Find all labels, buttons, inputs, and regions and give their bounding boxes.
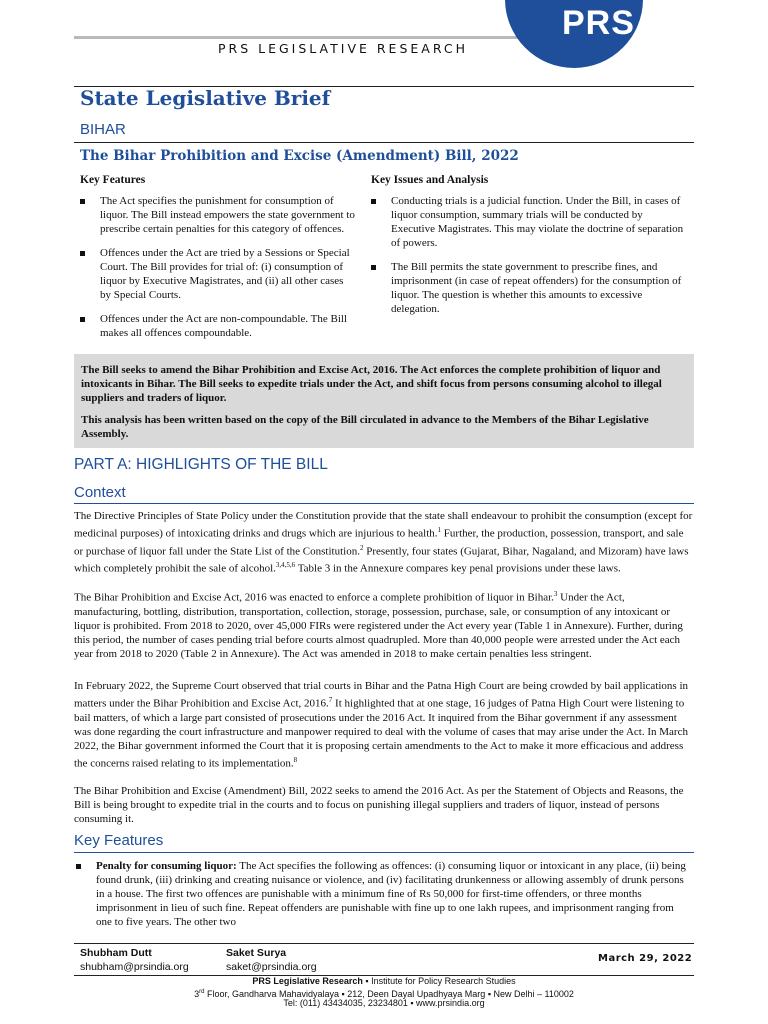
context-paragraph-2: The Bihar Prohibition and Excise Act, 2016 was enacted to enforce a complete prohibition of liquor in Bihar.$^3$ Under the Act, manufacturing, bottling, distribution, transportation, collection, storage, possession, purchase, sale, or consumption of any intoxicant or liquor is prohibited. From 2018 to 2020, over 45,000 FIRs were registered under the Act every year (Table 1 in Annexure). Further, during this period, the number of cases pending trial before courts almost quadrupled. More than 40,000 people were arrested under the Act each year from 2018 to 2020 (Table 2 in Annexure). The Act was amended in 2018 to make certain penalties less stringent. xyxy=(74,590,683,660)
brief-title: State Legislative Brief xyxy=(80,86,331,110)
part-a-heading: PART A: HIGHLIGHTS OF THE BILL xyxy=(74,456,328,473)
author-2-name: Saket Surya xyxy=(226,947,287,959)
footer-address: 3rd Floor, Gandharva Mahavidyalaya ▪ 212, Deen Dayal Upadhyaya Marg ▪ New Delhi – 110002 xyxy=(194,989,574,999)
org-name: PRS LEGISLATIVE RESEARCH xyxy=(218,41,469,56)
key-features-detail-list xyxy=(74,859,690,929)
summary-box xyxy=(74,354,694,448)
key-features-section-heading: Key Features xyxy=(74,832,164,849)
context-heading: Context xyxy=(74,484,126,501)
key-features-heading: Key Features xyxy=(80,174,146,186)
context-paragraph-1: The Directive Principles of State Policy under the Constitution provide that the state shall endeavour to prohibit the consumption (except for medicinal purposes) of intoxicating drinks and drugs which are injurious to health.$^1$ Further, the production, possession, transport, and sale or purchase of liquor fall under the State List of the Constitution.$^2$ Presently, four states (Gujarat, Bihar, Nagaland, and Mizoram) have laws which completely prohibit the sale of alcohol.$^{3,4,5,6}$ Table 3 in the Annexure compares key penal provisions under these laws. xyxy=(74,510,693,575)
state-name: BIHAR xyxy=(80,121,126,138)
prs-logo-text: PRS xyxy=(562,4,635,42)
key-issues-list xyxy=(367,194,687,326)
list-item: Conducting trials is a judicial function. Under the Bill, in cases of liquor consumption, summary trials will be conducted by Executive Magistrates. This may violate the doctrine of separation of powers. xyxy=(367,194,687,250)
footer-org-line: PRS Legislative Research ▪ Institute for Policy Research Studies xyxy=(252,976,516,986)
author-1-name: Shubham Dutt xyxy=(80,947,152,959)
key-features-rule xyxy=(74,852,694,853)
list-item: Offences under the Act are tried by a Sessions or Special Court. The Bill provides for trial of: (i) consumption of liquor by Executive Magistrates, and (ii) all other cases by Special Courts. xyxy=(76,246,356,302)
author-1 xyxy=(80,946,189,974)
context-paragraph-4: The Bihar Prohibition and Excise (Amendment) Bill, 2022 seeks to amend the 2016 Act. As per the Statement of Objects and Reasons, the Bill is being brought to expedite trial in the courts and to focus on punishing illegal suppliers and traders of liquor, instead of persons consuming it. xyxy=(74,785,684,825)
key-features-list xyxy=(76,194,356,350)
list-item: The Act specifies the punishment for consumption of liquor. The Bill instead empowers the state government to prescribe certain penalties for this category of offences. xyxy=(76,194,356,236)
publication-date: March 29, 2022 xyxy=(598,953,693,964)
bullet-icon xyxy=(80,251,85,256)
summary-paragraph: The Bill seeks to amend the Bihar Prohibition and Excise Act, 2016. The Act enforces the complete prohibition of liquor and intoxicants in Bihar. The Bill seeks to expedite trials under the Act, and shift focus from persons consuming alcohol to illegal suppliers and traders of liquor. xyxy=(81,364,662,404)
context-paragraph-3: In February 2022, the Supreme Court observed that trial courts in Bihar and the Patna High Court are being crowded by bail applications in matters under the Bihar Prohibition and Excise Act, 2016.$^7$ It highlighted that at one stage, 16 judges of Patna High Court were listening to bail matters, of which a large part consisted of prosecutions under the 2016 Act. It inquired from the Bihar government if any assessment was done regarding the court infrastructure and manpower required to deal with the volume of cases that may arise under the Act. In March 2022, the Bihar government informed the Court that it is proposing certain amendments to the Act to make it more efficacious and address the concerns raised relating to its implementation.$^8$ xyxy=(74,680,689,770)
bill-title: The Bihar Prohibition and Excise (Amendment) Bill, 2022 xyxy=(80,148,519,164)
state-divider xyxy=(74,142,694,143)
summary-note: This analysis has been written based on the copy of the Bill circulated in advance to the Members of the Bihar Legislative Assembly. xyxy=(81,414,649,440)
bullet-icon xyxy=(371,199,376,204)
footer-contact: Tel: (011) 43434035, 23234801 ▪ www.prsindia.org xyxy=(283,998,485,1008)
bullet-icon xyxy=(80,199,85,204)
footer-divider xyxy=(74,943,694,944)
list-item: Offences under the Act are non-compoundable. The Bill makes all offences compoundable. xyxy=(76,312,356,340)
author-2 xyxy=(226,946,317,974)
context-rule xyxy=(74,503,694,504)
author-2-email[interactable]: saket@prsindia.org xyxy=(226,961,317,973)
list-item: The Bill permits the state government to prescribe fines, and imprisonment (in case of repeat offenders) for the consumption of liquor. The question is whether this amounts to excessive delegation. xyxy=(367,260,687,316)
bullet-icon xyxy=(76,864,81,869)
list-item: Penalty for consuming liquor: The Act specifies the following as offences: (i) consuming liquor or intoxicant in any place, (ii) being found drunk, (iii) drinking and creating nuisance or violence, and (iv) facilitating drunkenness or allowing assembly of drunk persons in a house. The first two offences are punishable with a minimum fine of Rs 50,000 for first-time offenders, or three months imprisonment in lieu of such fine. Repeat offenders are punishable with fine up to one lakh rupees, and imprisonment ranging from one to five years. The other two xyxy=(74,859,690,929)
key-issues-heading: Key Issues and Analysis xyxy=(371,174,489,186)
author-1-email[interactable]: shubham@prsindia.org xyxy=(80,961,189,973)
bullet-icon xyxy=(80,317,85,322)
bullet-icon xyxy=(371,265,376,270)
